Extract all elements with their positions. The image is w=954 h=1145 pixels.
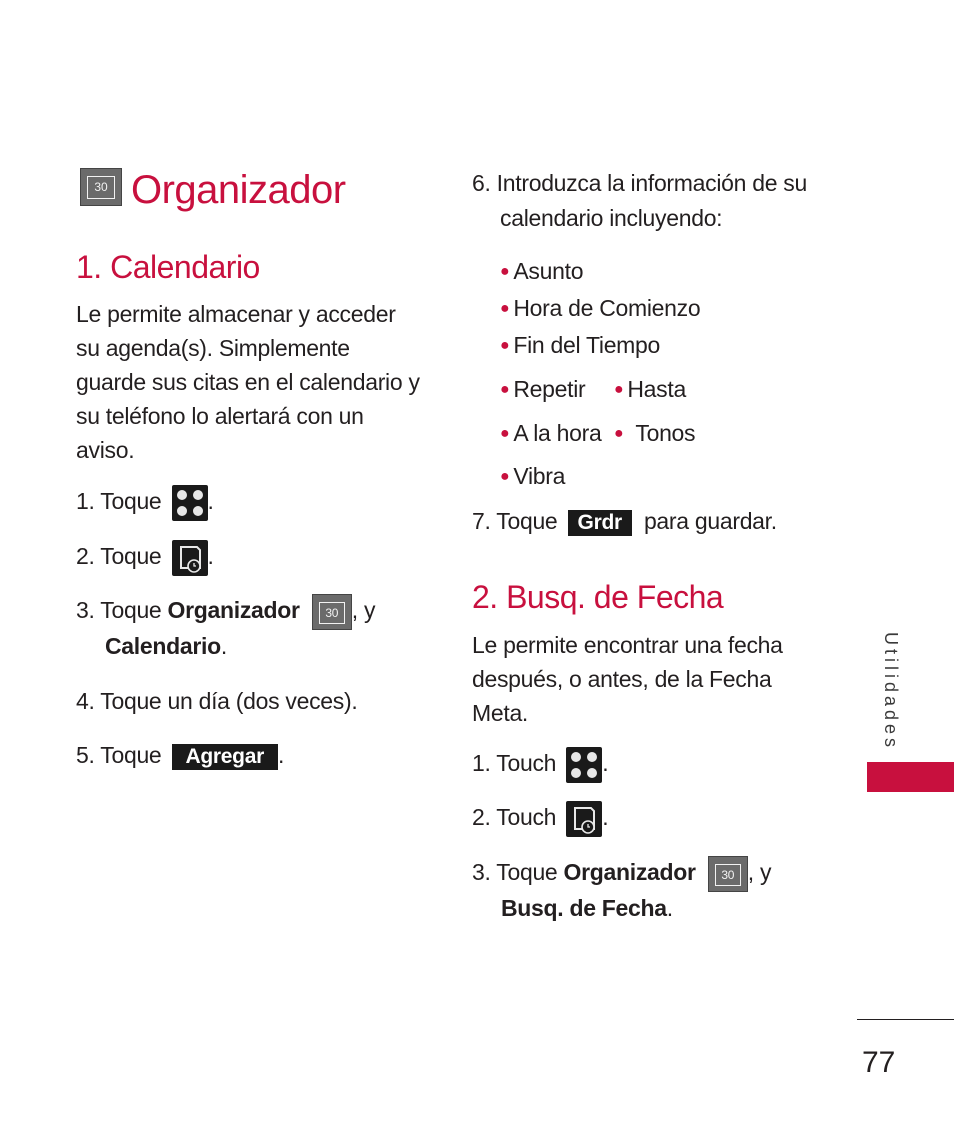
- calendar-day-number: 30: [87, 176, 115, 199]
- busq-intro: Le permite encontrar una fecha después, o antes, de la Fecha Meta.: [472, 632, 783, 726]
- organizer-icon: [172, 540, 208, 576]
- bullet-icon: ●: [500, 337, 510, 354]
- bullet-icon: ●: [500, 468, 510, 485]
- organizer-icon: [566, 801, 602, 837]
- calendario-step-4: 4. Toque un día (dos veces).: [76, 688, 358, 714]
- calendario-step-6-cont: calendario incluyendo:: [500, 205, 723, 231]
- calendario-label: Calendario: [105, 633, 221, 659]
- calendar-icon: [80, 168, 122, 206]
- step-text: 5. Toque: [76, 742, 162, 768]
- field-item: ● Hora de Comienzo: [500, 295, 701, 321]
- calendario-step-7: [472, 504, 777, 538]
- step-text: 3. Toque: [76, 597, 162, 623]
- section-tab-label: Utilidades: [881, 632, 901, 752]
- bullet-icon: ●: [500, 300, 510, 317]
- step-text: , y: [351, 597, 376, 623]
- title-calendar-icon: [80, 168, 122, 206]
- page-number: 77: [862, 1046, 896, 1079]
- calendario-step-3: [76, 593, 375, 630]
- busq-step-1: 1. Touch .: [472, 746, 608, 783]
- menu-grid-icon: [172, 485, 208, 521]
- step-text: para guardar.: [643, 508, 777, 534]
- page-number-rule: [857, 1019, 954, 1020]
- field-item: ● Vibra: [500, 463, 566, 489]
- step-text: , y: [747, 859, 772, 885]
- step-text: 3. Toque: [472, 859, 558, 885]
- grdr-button: Grdr: [568, 510, 632, 536]
- calendar-icon: [708, 856, 748, 892]
- calendario-step-6: 6. Introduzca la información de su: [472, 170, 807, 196]
- organizador-label: Organizador: [563, 859, 696, 885]
- calendario-step-1: 1. Toque .: [76, 484, 214, 521]
- section-tab-bar: [867, 762, 954, 792]
- calendario-step-3-cont: Calendario.: [105, 633, 227, 659]
- agregar-button: Agregar: [172, 744, 278, 770]
- field-item: ● Fin del Tiempo: [500, 332, 661, 358]
- busq-step-3-cont: Busq. de Fecha.: [501, 895, 673, 921]
- calendario-step-5: 5. Toque Agregar .: [76, 742, 285, 768]
- calendar-day-number: 30: [319, 602, 345, 624]
- bullet-icon: ●: [500, 425, 510, 442]
- bullet-icon: ●: [614, 381, 624, 398]
- field-item: ● Hasta: [614, 376, 686, 402]
- field-item: ● A la hora: [500, 420, 602, 446]
- step-text: 7. Toque: [472, 508, 558, 534]
- step-text: 2. Toque: [76, 543, 162, 569]
- organizador-label: Organizador: [167, 597, 300, 623]
- calendario-intro: Le permite almacenar y acceder su agenda(s). Simplemente guarde sus citas en el calendario y su teléfono lo alertará con un aviso.: [76, 301, 420, 463]
- step-text: 2. Touch: [472, 804, 557, 830]
- bullet-icon: ●: [500, 381, 510, 398]
- bullet-icon: ●: [614, 425, 624, 442]
- calendar-icon: [312, 594, 352, 630]
- bullet-icon: ●: [500, 263, 510, 280]
- calendar-day-number: 30: [715, 864, 741, 886]
- field-item: ● Asunto: [500, 258, 584, 284]
- section-heading-busq: 2. Busq. de Fecha: [472, 579, 724, 615]
- section-heading-calendario: 1. Calendario: [76, 249, 260, 285]
- busq-step-2: 2. Touch .: [472, 800, 608, 837]
- step-text: 1. Toque: [76, 488, 162, 514]
- busq-label: Busq. de Fecha: [501, 895, 667, 921]
- field-item: ● Repetir: [500, 376, 586, 402]
- page-title: Organizador: [131, 168, 346, 212]
- field-item: ● Tonos: [614, 420, 696, 446]
- step-text: 1. Touch: [472, 750, 557, 776]
- busq-step-3: [472, 855, 771, 892]
- calendario-step-2: 2. Toque .: [76, 539, 214, 576]
- menu-grid-icon: [566, 747, 602, 783]
